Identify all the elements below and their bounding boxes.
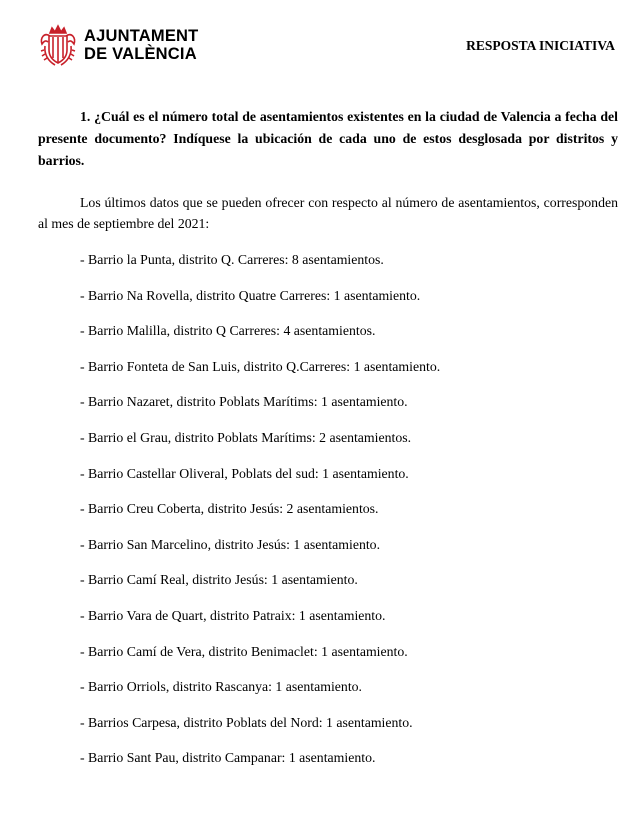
list-item: - Barrio San Marcelino, distrito Jesús: 1 asentamiento. [80,536,381,552]
list-item: - Barrio Fonteta de San Luis, distrito Q.Carreres: 1 asentamiento. [80,358,441,374]
list-item: - Barrio Vara de Quart, distrito Patraix: 1 asentamiento. [80,607,386,623]
coat-of-arms-logo [38,24,78,68]
list-item: - Barrio Castellar Oliveral, Poblats del sud: 1 asentamiento. [80,465,409,481]
intro-paragraph: Los últimos datos que se pueden ofrecer con respecto al número de asentamientos, corresponden al mes de septiembre del 2021: [38,195,618,231]
organization-line-1: AJUNTAMENT [84,27,199,45]
list-item: - Barrio Camí de Vera, distrito Benimaclet: 1 asentamiento. [80,643,408,659]
list-item: - Barrios Carpesa, distrito Poblats del Nord: 1 asentamiento. [80,714,413,730]
list-item: - Barrio el Grau, distrito Poblats Marítims: 2 asentamientos. [80,429,412,445]
list-item: - Barrio Malilla, distrito Q Carreres: 4 asentamientos. [80,323,376,339]
list-item: - Barrio Orriols, distrito Rascanya: 1 asentamiento. [80,679,363,695]
question-heading: 1. ¿Cuál es el número total de asentamientos existentes en la ciudad de Valencia a fecha del presente documento? Indíquese la ubicación de cada uno de estos desglosada por distritos y barrios. [38,109,618,168]
list-item: - Barrio Na Rovella, distrito Quatre Carreres: 1 asentamiento. [80,287,421,303]
list-item: - Barrio Nazaret, distrito Poblats Marítims: 1 asentamiento. [80,394,408,410]
document-type: RESPOSTA INICIATIVA [466,38,615,53]
organization-line-2: DE VALÈNCIA [84,45,197,63]
list-item: - Barrio Sant Pau, distrito Campanar: 1 asentamiento. [80,750,376,766]
list-item: - Barrio Creu Coberta, distrito Jesús: 2 asentamientos. [80,501,379,517]
organization-name [84,27,198,63]
settlements-list [80,251,440,785]
list-item: - Barrio la Punta, distrito Q. Carreres: 8 asentamientos. [80,252,384,267]
list-item: - Barrio Camí Real, distrito Jesús: 1 asentamiento. [80,572,358,588]
